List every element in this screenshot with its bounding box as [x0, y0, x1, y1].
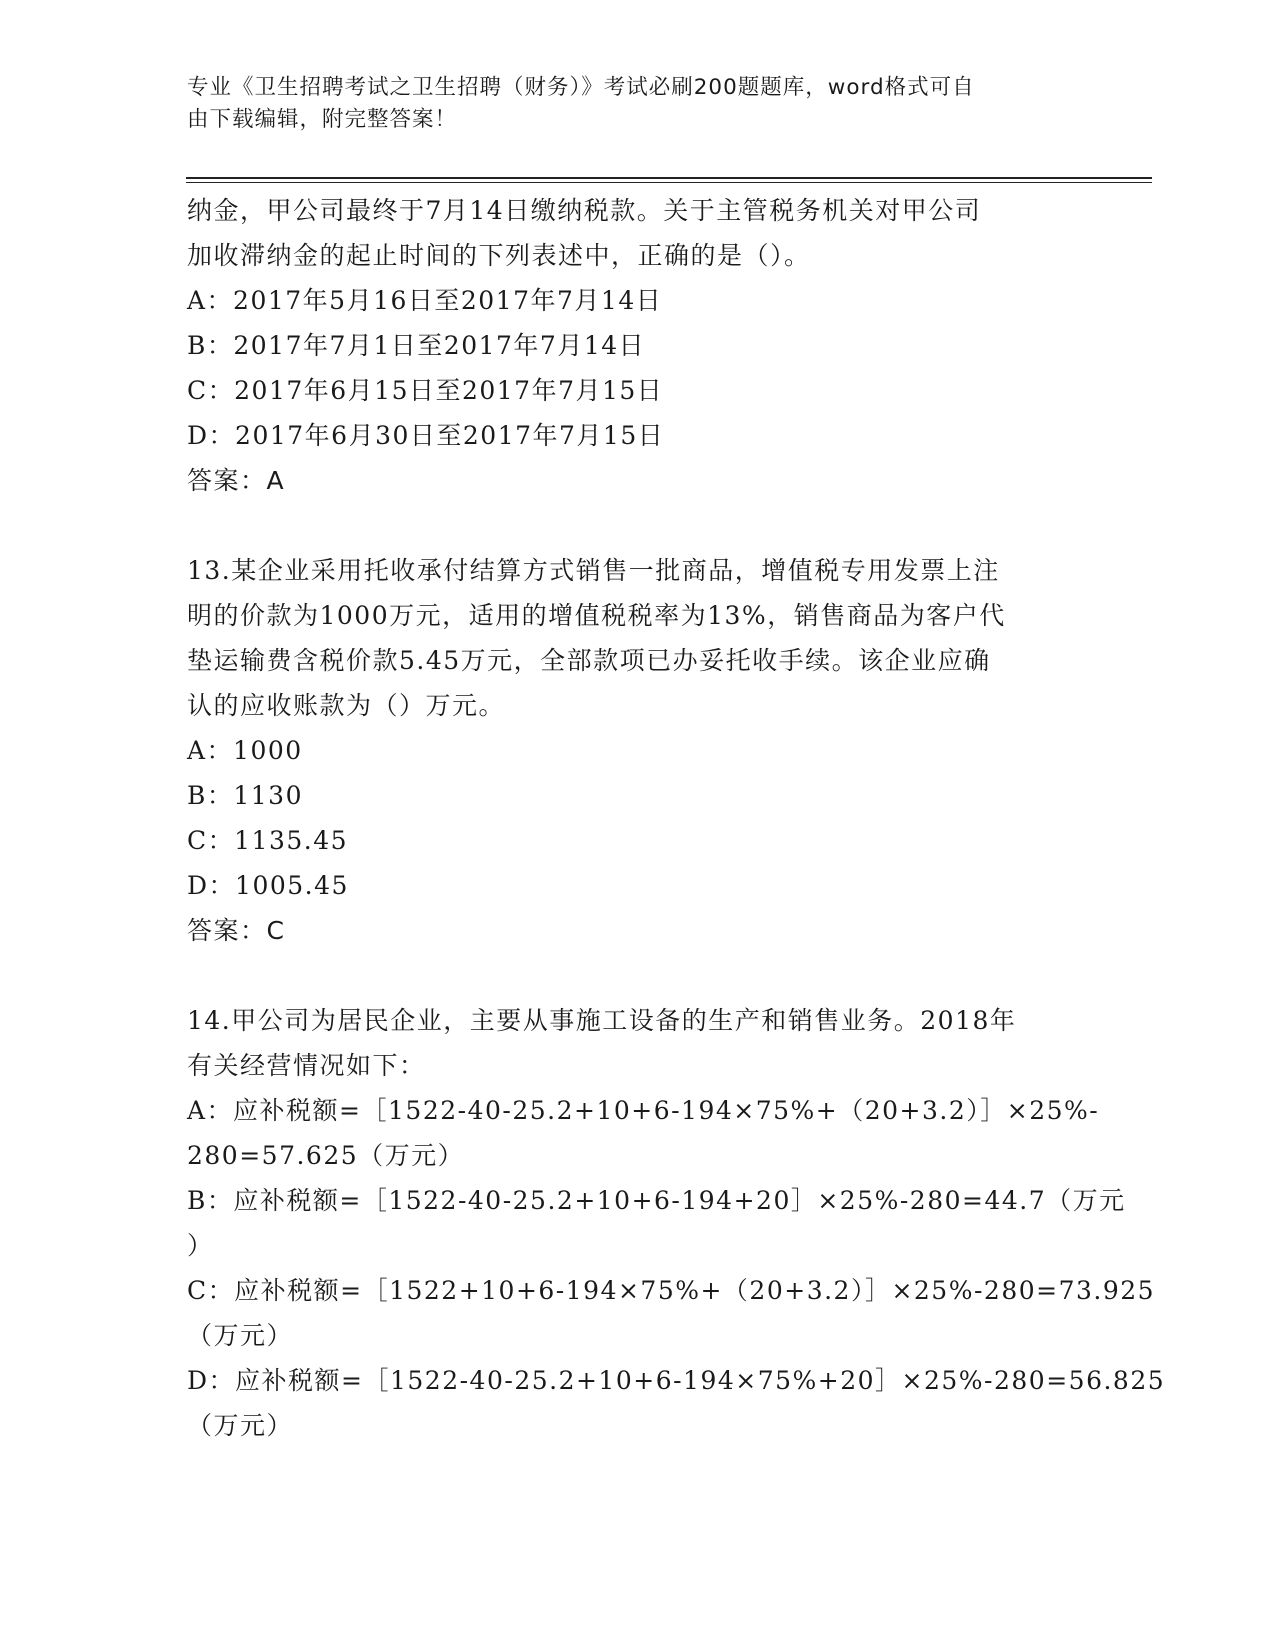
question-spacer — [187, 503, 1087, 548]
option-d: D：2017年6月30日至2017年7月15日 — [187, 421, 665, 450]
document-body — [187, 188, 1166, 1448]
question-text-line: 14.甲公司为居民企业，主要从事施工设备的生产和销售业务。2018年 — [187, 1006, 1017, 1035]
option-c-continued: （万元） — [187, 1321, 294, 1350]
option-a-continued: 280=57.625（万元） — [187, 1141, 465, 1170]
question-text-line: 加收滞纳金的起止时间的下列表述中，正确的是（）。 — [187, 241, 811, 270]
option-a: A：2017年5月16日至2017年7月14日 — [187, 286, 663, 315]
document-header — [187, 72, 1067, 136]
header-line-1: 专业《卫生招聘考试之卫生招聘（财务）》考试必刷200题题库，word格式可自 — [187, 75, 975, 100]
question-13 — [187, 548, 1087, 953]
question-spacer — [187, 953, 1087, 998]
header-divider-thick — [186, 177, 1152, 179]
question-text-line: 13.某企业采用托收承付结算方式销售一批商品，增值税专用发票上注 — [187, 556, 1000, 585]
header-line-2: 由下载编辑，附完整答案！ — [187, 107, 458, 132]
answer-line: 答案：C — [187, 916, 286, 945]
option-b: B：应补税额=［1522-40-25.2+10+6-194+20］×25%-280=44.7（万元 — [187, 1186, 1126, 1215]
option-b-continued: ） — [187, 1231, 214, 1260]
answer-line: 答案：A — [187, 466, 286, 495]
option-c: C：应补税额=［1522+10+6-194×75%+（20+3.2）］×25%-280=73.925 — [187, 1276, 1156, 1305]
option-a: A：1000 — [187, 736, 303, 765]
question-14 — [187, 998, 1166, 1448]
option-d: D：应补税额=［1522-40-25.2+10+6-194×75%+20］×25%-280=56.825 — [187, 1366, 1166, 1395]
option-d-continued: （万元） — [187, 1411, 294, 1440]
question-text-line: 有关经营情况如下： — [187, 1051, 426, 1080]
option-b: B：1130 — [187, 781, 303, 810]
question-text-line: 认的应收账款为（）万元。 — [187, 691, 506, 720]
question-text-line: 纳金，甲公司最终于7月14日缴纳税款。关于主管税务机关对甲公司 — [187, 196, 982, 225]
option-b: B：2017年7月1日至2017年7月14日 — [187, 331, 646, 360]
header-divider-thin — [186, 182, 1152, 183]
question-text-line: 明的价款为1000万元，适用的增值税税率为13%，销售商品为客户代 — [187, 601, 1006, 630]
question-text-line: 垫运输费含税价款5.45万元，全部款项已办妥托收手续。该企业应确 — [187, 646, 991, 675]
option-c: C：2017年6月15日至2017年7月15日 — [187, 376, 664, 405]
question-12-continued — [187, 188, 1087, 503]
option-d: D：1005.45 — [187, 871, 349, 900]
option-c: C：1135.45 — [187, 826, 349, 855]
option-a: A：应补税额=［1522-40-25.2+10+6-194×75%+（20+3.2）］×25%- — [187, 1096, 1100, 1125]
